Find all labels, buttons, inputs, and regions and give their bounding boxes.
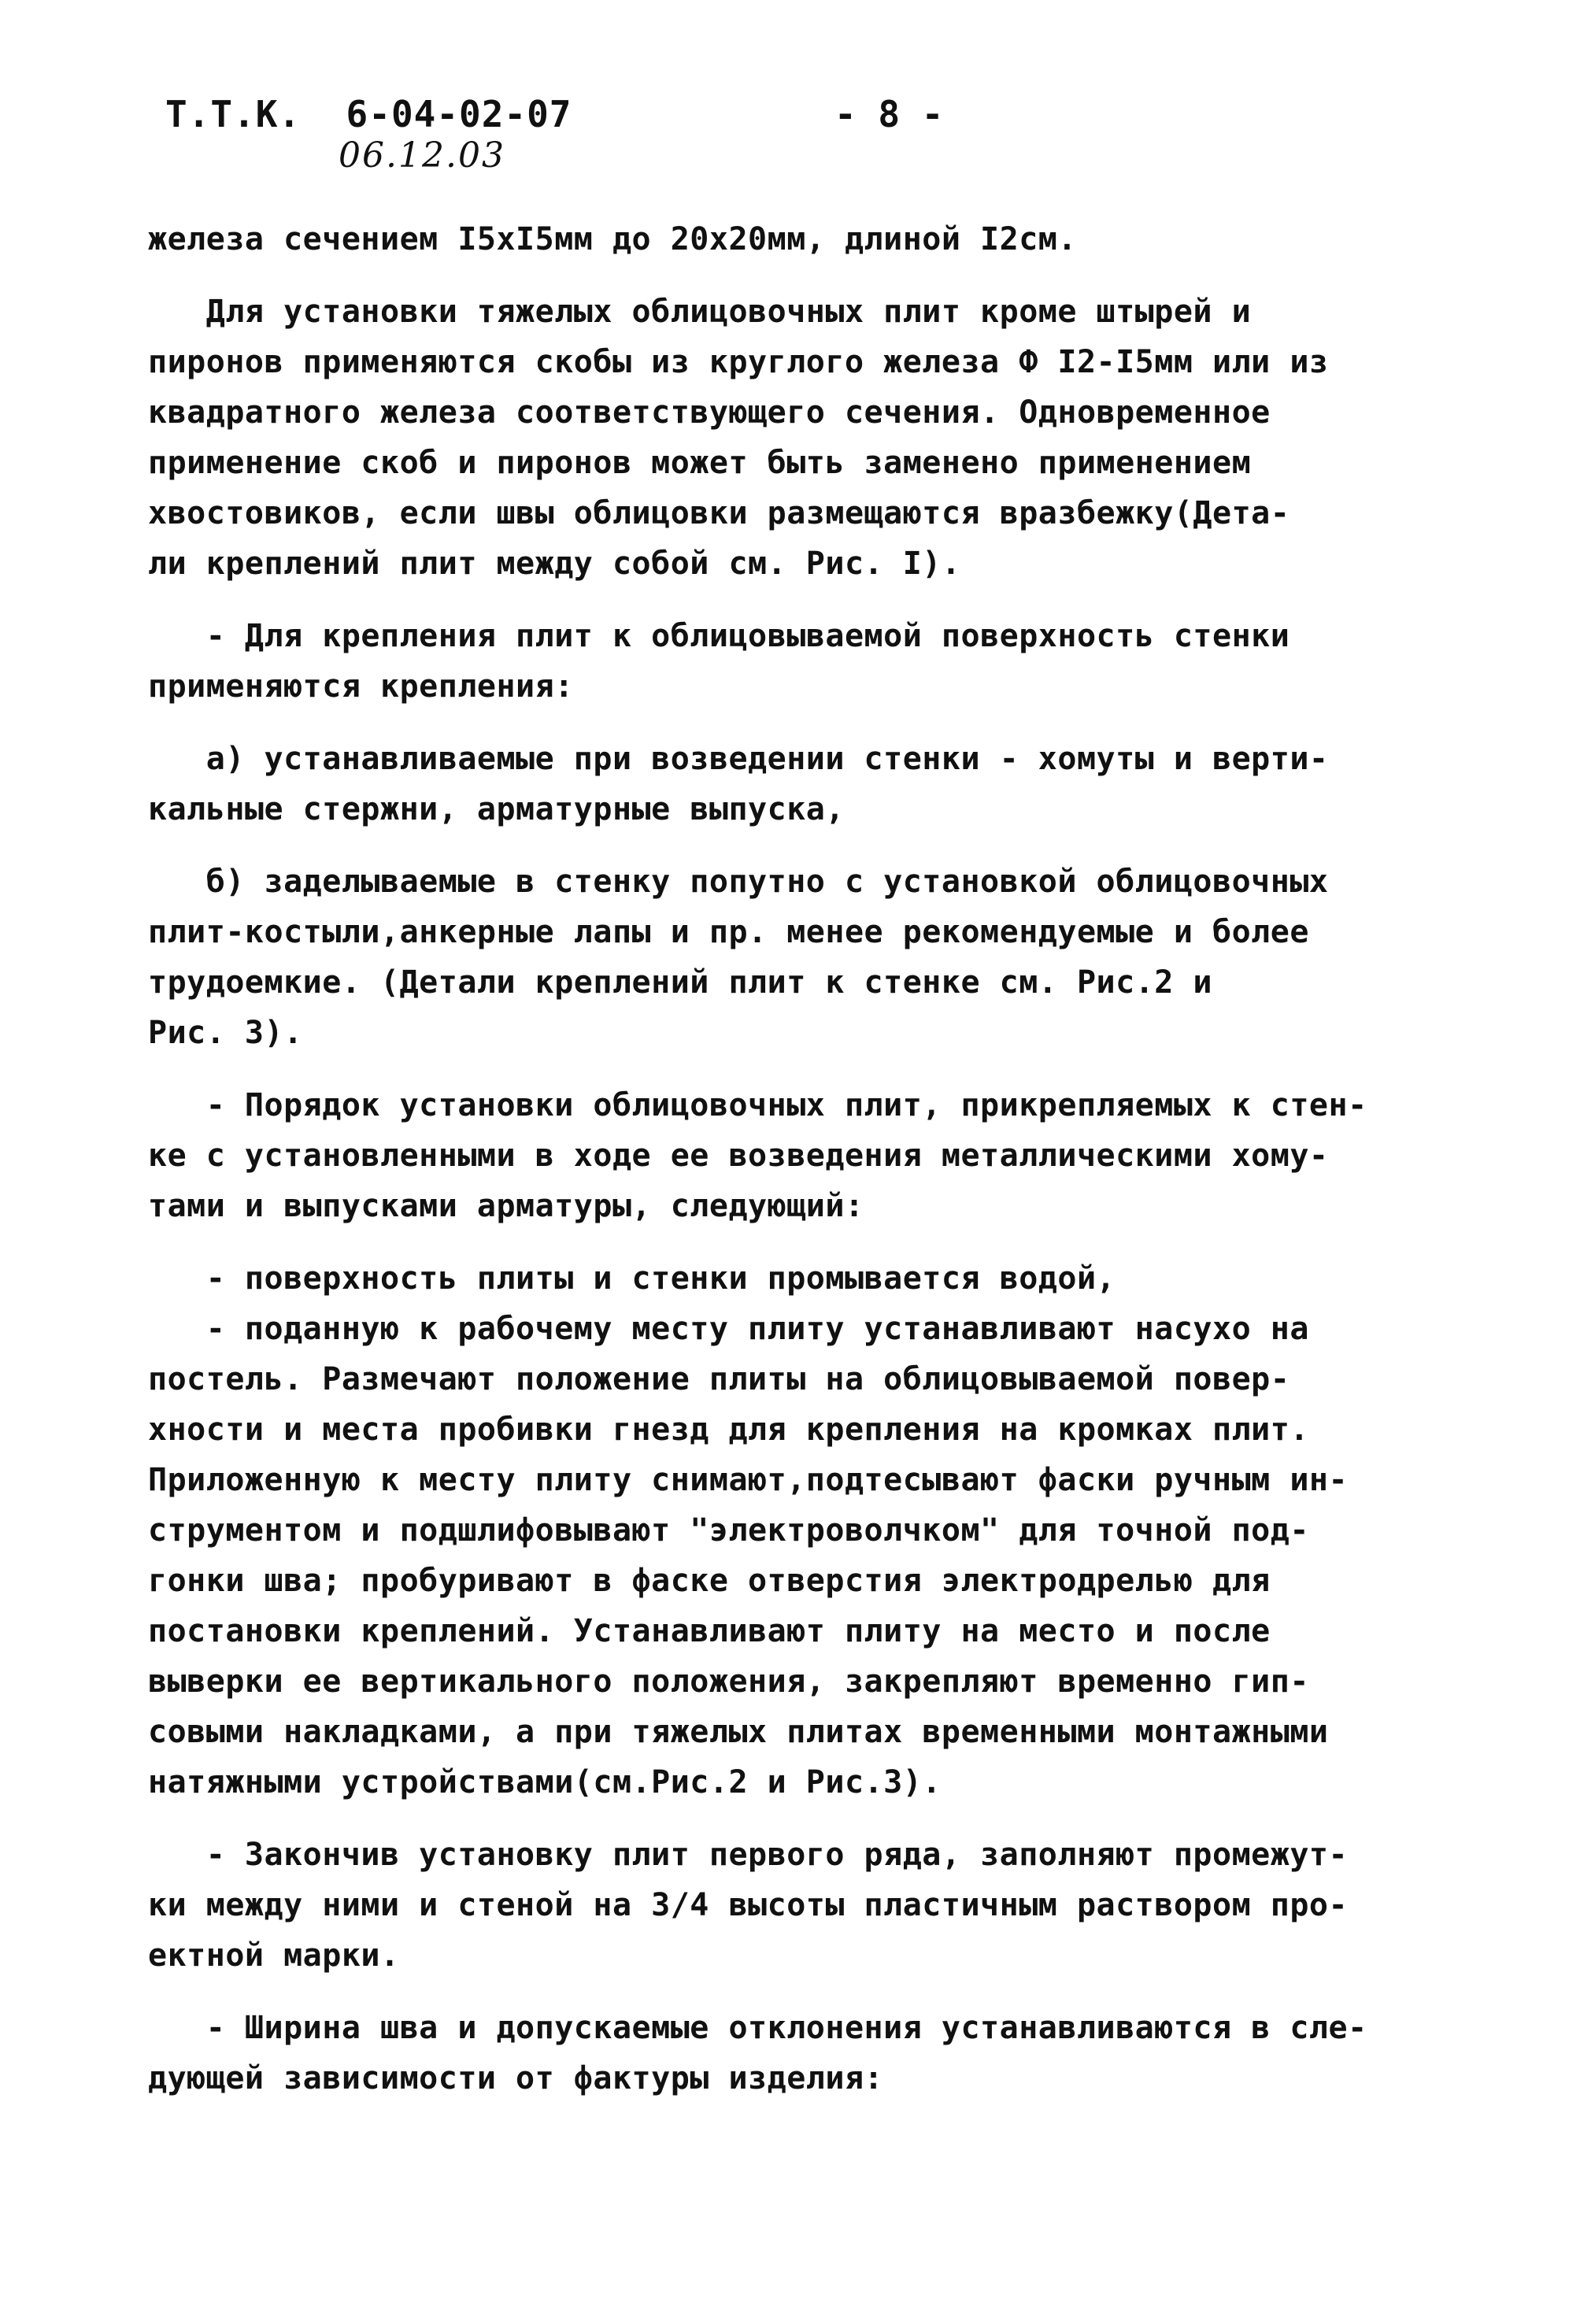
text-line: б) заделываемые в стенку попутно с установкой облицовочных xyxy=(148,864,1329,900)
text-line: - поверхность плиты и стенки промывается водой, xyxy=(148,1260,1116,1297)
text-line: тами и выпусками арматуры, следующий: xyxy=(148,1188,864,1224)
text-line: - Для крепления плит к облицовываемой поверхность стенки xyxy=(148,618,1290,654)
document-code: Т.Т.К. 6-04-02-07 xyxy=(165,93,572,135)
text-line: Рис. 3). xyxy=(148,1015,303,1051)
text-line: дующей зависимости от фактуры изделия: xyxy=(148,2060,884,2096)
text-line: совыми накладками, а при тяжелых плитах временными монтажными xyxy=(148,1714,1329,1750)
text-line: ектной марки. xyxy=(148,1937,400,1974)
text-line: хности и места пробивки гнезд для крепления на кромках плит. xyxy=(148,1412,1309,1448)
text-line: хвостовиков, если швы облицовки размещаются вразбежку(Дета- xyxy=(148,495,1290,531)
text-line: - Ширина шва и допускаемые отклонения устанавливаются в сле- xyxy=(148,2010,1367,2046)
paragraph xyxy=(148,1253,1439,1304)
text-line: кальные стержни, арматурные выпуска, xyxy=(148,791,845,827)
text-line: - поданную к рабочему месту плиту устанавливают насухо на xyxy=(148,1311,1309,1347)
text-line: - Закончив установку плит первого ряда, заполняют промежут- xyxy=(148,1837,1349,1873)
page-header xyxy=(165,93,1504,187)
text-line: выверки ее вертикального положения, закрепляют временно гип- xyxy=(148,1663,1309,1700)
paragraph xyxy=(148,1830,1439,1981)
text-line: ки между ними и стеной на 3/4 высоты пластичным раствором про- xyxy=(148,1887,1349,1923)
text-line: применяются крепления: xyxy=(148,668,574,705)
text-line: трудоемкие. (Детали креплений плит к стенке см. Рис.2 и xyxy=(148,964,1213,1001)
paragraph xyxy=(148,1080,1439,1231)
text-line: плит-костыли,анкерные лапы и пр. менее рекомендуемые и более xyxy=(148,914,1309,950)
text-line: постель. Размечают положение плиты на облицовываемой повер- xyxy=(148,1361,1290,1397)
paragraph xyxy=(148,857,1439,1058)
text-line: применение скоб и пиронов может быть заменено применением xyxy=(148,445,1252,481)
text-line: ли креплений плит между собой см. Рис. I). xyxy=(148,546,961,582)
text-line: железа сечением I5xI5мм до 20x20мм, длиной I2см. xyxy=(148,221,1077,257)
paragraph xyxy=(148,611,1439,712)
handwritten-note: 06.12.03 xyxy=(339,135,505,176)
text-line: ке с установленными в ходе ее возведения металлическими хому- xyxy=(148,1138,1329,1174)
text-line: пиронов применяются скобы из круглого железа Ф I2-I5мм или из xyxy=(148,344,1329,380)
text-line: натяжными устройствами(см.Рис.2 и Рис.3). xyxy=(148,1764,942,1800)
text-line: струментом и подшлифовывают "электроволчком" для точной под- xyxy=(148,1512,1309,1549)
paragraph xyxy=(148,2003,1439,2104)
text-line: а) устанавливаемые при возведении стенки - хомуты и верти- xyxy=(148,741,1329,777)
page-number: - 8 - xyxy=(834,93,944,135)
text-line: квадратного железа соответствующего сечения. Одновременное xyxy=(148,394,1271,431)
paragraph xyxy=(148,1304,1439,1808)
paragraph xyxy=(148,734,1439,834)
text-line: гонки шва; пробуривают в фаске отверстия электродрелью для xyxy=(148,1563,1271,1599)
text-line: Для установки тяжелых облицовочных плит кроме штырей и xyxy=(148,294,1252,330)
paragraph xyxy=(148,287,1439,589)
paragraph xyxy=(148,214,1439,265)
text-line: - Порядок установки облицовочных плит, прикрепляемых к стен- xyxy=(148,1087,1367,1123)
text-line: Приложенную к месту плиту снимают,подтесывают фаски ручным ин- xyxy=(148,1462,1349,1498)
document-body xyxy=(148,214,1439,2126)
text-line: постановки креплений. Устанавливают плиту на место и после xyxy=(148,1613,1271,1649)
